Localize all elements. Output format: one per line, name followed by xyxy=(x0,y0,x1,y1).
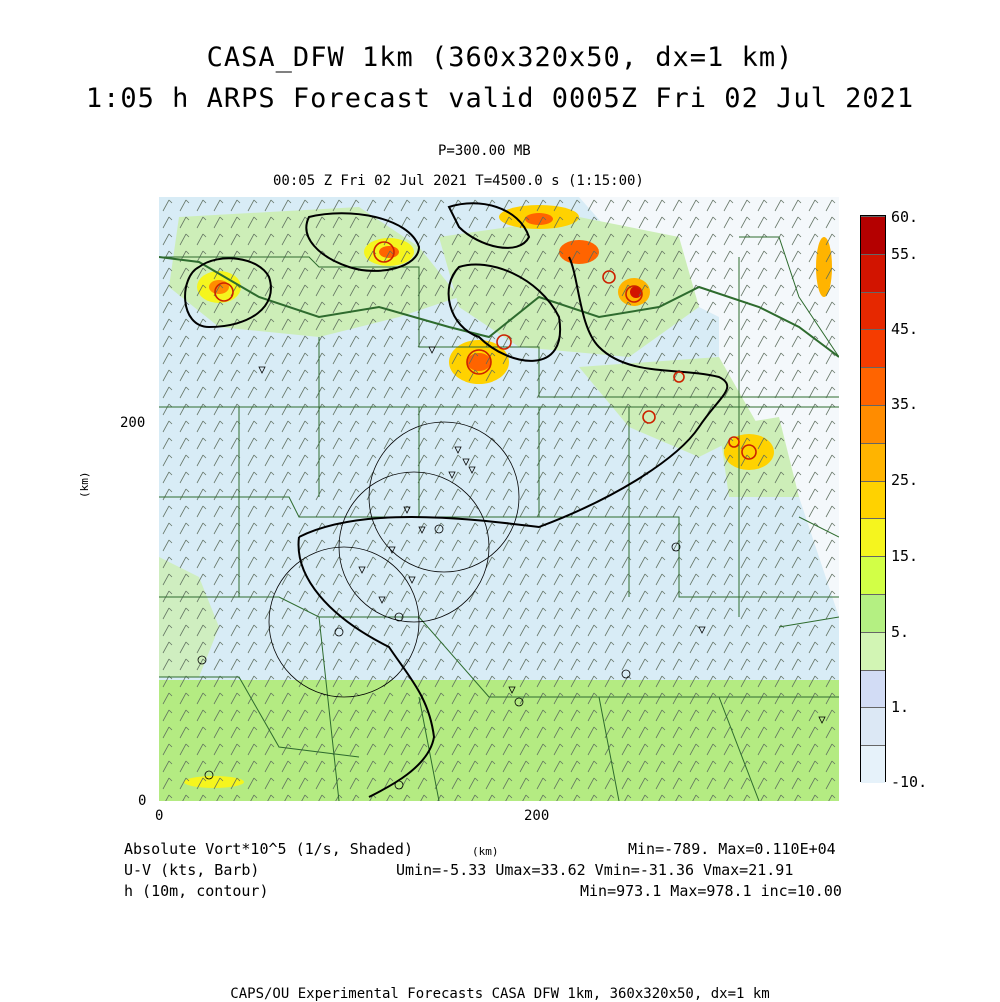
legend-stats-wind: Umin=-5.33 Umax=33.62 Vmin=-31.36 Vmax=21.91 xyxy=(396,861,794,879)
y-axis-unit: (km) xyxy=(78,471,91,498)
legend-wind: U-V (kts, Barb) xyxy=(124,861,260,879)
colorbar-label: 60. xyxy=(891,208,919,226)
legend-stats-height: Min=973.1 Max=978.1 inc=10.00 xyxy=(580,882,842,900)
wind-barbs xyxy=(159,197,839,801)
colorbar-segment xyxy=(861,632,885,670)
title-line-2: 1:05 h ARPS Forecast valid 0005Z Fri 02 Jul 2021 xyxy=(85,83,915,114)
pressure-level: P=300.00 MB xyxy=(438,143,531,159)
legend-stats-vorticity: Min=-789. Max=0.110E+04 xyxy=(628,840,836,858)
legend-height: h (10m, contour) xyxy=(124,882,269,900)
title-line-1: CASA_DFW 1km (360x320x50, dx=1 km) xyxy=(206,42,794,73)
colorbar-label: 35. xyxy=(891,395,919,413)
colorbar-label: 1. xyxy=(891,698,910,716)
y-tick-0: 0 xyxy=(138,793,147,809)
colorbar-label: -10. xyxy=(891,773,928,791)
colorbar-label: 5. xyxy=(891,623,910,641)
colorbar-label: 25. xyxy=(891,471,919,489)
colorbar-segment xyxy=(861,329,885,367)
colorbar-segment xyxy=(861,745,885,783)
colorbar-segment xyxy=(861,518,885,556)
x-tick-200: 200 xyxy=(524,808,550,824)
colorbar-label: 15. xyxy=(891,547,919,565)
x-tick-0: 0 xyxy=(155,808,164,824)
footer-caption: CAPS/OU Experimental Forecasts CASA DFW 1km, 360x320x50, dx=1 km xyxy=(230,986,770,1002)
colorbar-segment xyxy=(861,670,885,708)
colorbar-label: 55. xyxy=(891,245,919,263)
colorbar-segment xyxy=(861,216,885,254)
colorbar-segment xyxy=(861,367,885,405)
vorticity-map xyxy=(159,197,839,801)
colorbar-segment xyxy=(861,254,885,292)
colorbar-label: 45. xyxy=(891,320,919,338)
colorbar-segment xyxy=(861,405,885,443)
x-axis-unit: (km) xyxy=(472,845,499,858)
colorbar-segment xyxy=(861,443,885,481)
colorbar-segment xyxy=(861,292,885,330)
valid-time: 00:05 Z Fri 02 Jul 2021 T=4500.0 s (1:15:00) xyxy=(273,173,644,189)
colorbar xyxy=(860,215,886,782)
colorbar-segment xyxy=(861,594,885,632)
colorbar-segment xyxy=(861,707,885,745)
colorbar-segment xyxy=(861,556,885,594)
y-tick-200: 200 xyxy=(120,415,146,431)
colorbar-segment xyxy=(861,481,885,519)
legend-vorticity: Absolute Vort*10^5 (1/s, Shaded) xyxy=(124,840,413,858)
